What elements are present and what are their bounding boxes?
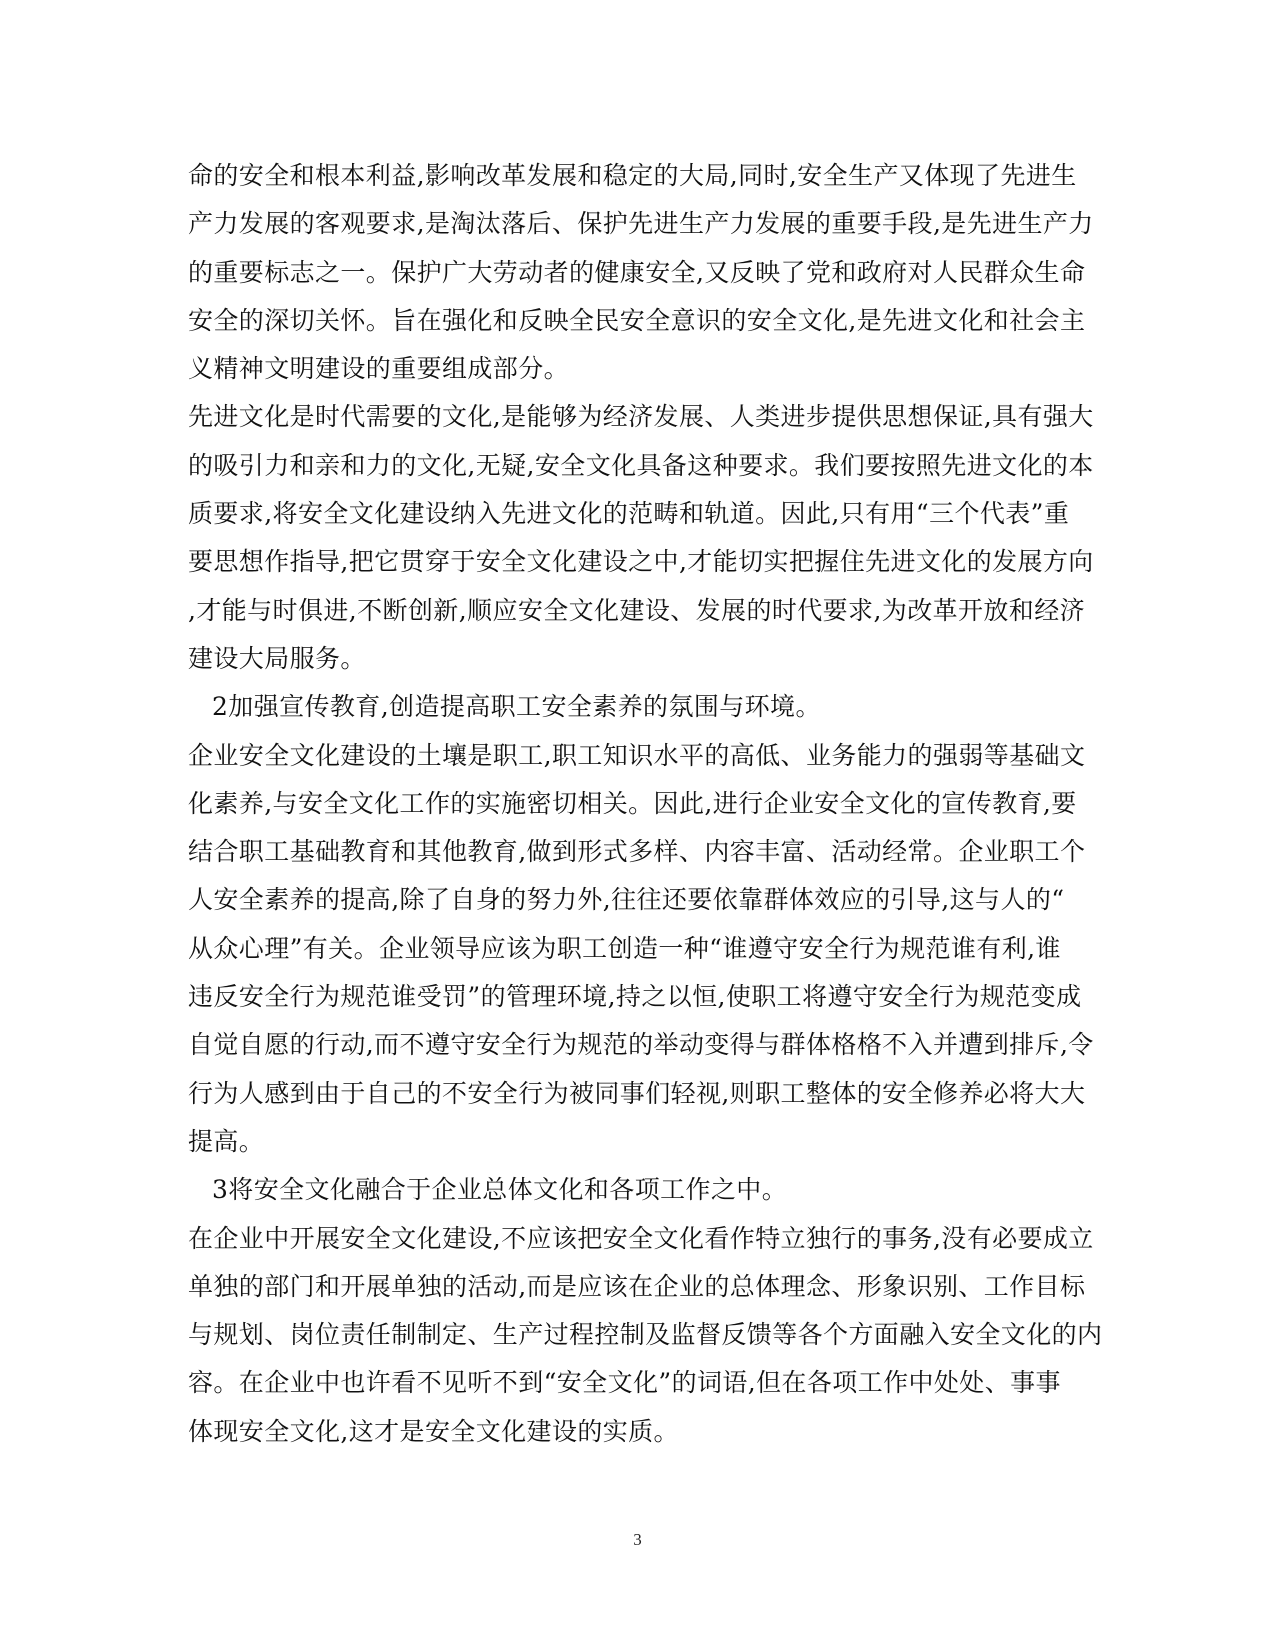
text-line: 在企业中开展安全文化建设,不应该把安全文化看作特立独行的事务,没有必要成立 <box>188 1223 1094 1253</box>
text-line: 人安全素养的提高,除了自身的努力外,往往还要依靠群体效应的引导,这与人的“ <box>188 885 1065 915</box>
text-line: 单独的部门和开展单独的活动,而是应该在企业的总体理念、形象识别、工作目标 <box>188 1271 1086 1301</box>
section-heading-3: 3将安全文化融合于企业总体文化和各项工作之中。 <box>212 1175 788 1205</box>
paragraph-2 <box>188 393 1094 683</box>
text-line: ,才能与时俱进,不断创新,顺应安全文化建设、发展的时代要求,为改革开放和经济 <box>188 595 1085 625</box>
text-line: 与规划、岗位责任制制定、生产过程控制及监督反馈等各个方面融入安全文化的内 <box>188 1320 1103 1350</box>
text-line: 的重要标志之一。保护广大劳动者的健康安全,又反映了党和政府对人民群众生命 <box>188 257 1086 287</box>
text-line: 提高。 <box>188 1126 265 1156</box>
text-line: 命的安全和根本利益,影响改革发展和稳定的大局,同时,安全生产又体现了先进生 <box>188 161 1077 190</box>
paragraph-4 <box>188 1215 1103 1456</box>
text-line: 质要求,将安全文化建设纳入先进文化的范畴和轨道。因此,只有用“三个代表”重 <box>188 499 1070 529</box>
text-line: 企业安全文化建设的土壤是职工,职工知识水平的高低、业务能力的强弱等基础文 <box>188 740 1086 770</box>
paragraph-1 <box>188 152 1094 393</box>
text-line: 义精神文明建设的重要组成部分。 <box>188 354 570 384</box>
text-line: 结合职工基础教育和其他教育,做到形式多样、内容丰富、活动经常。企业职工个 <box>188 837 1086 867</box>
text-line: 安全的深切关怀。旨在强化和反映全民安全意识的安全文化,是先进文化和社会主 <box>188 305 1086 335</box>
text-line: 化素养,与安全文化工作的实施密切相关。因此,进行企业安全文化的宣传教育,要 <box>188 788 1077 818</box>
text-line: 先进文化是时代需要的文化,是能够为经济发展、人类进步提供思想保证,具有强大 <box>188 402 1094 432</box>
text-line: 产力发展的客观要求,是淘汰落后、保护先进生产力发展的重要手段,是先进生产力 <box>188 209 1094 239</box>
text-line: 容。在企业中也许看不见听不到“安全文化”的词语,但在各项工作中处处、事事 <box>188 1368 1061 1398</box>
text-line: 从众心理”有关。企业领导应该为职工创造一种“谁遵守安全行为规范谁有利,谁 <box>188 933 1061 963</box>
text-line: 违反安全行为规范谁受罚”的管理环境,持之以恒,使职工将遵守安全行为规范变成 <box>188 982 1082 1012</box>
text-line: 体现安全文化,这才是安全文化建设的实质。 <box>188 1416 679 1446</box>
text-line: 自觉自愿的行动,而不遵守安全行为规范的举动变得与群体格格不入并遭到排斥,令 <box>188 1030 1094 1060</box>
text-line: 要思想作指导,把它贯穿于安全文化建设之中,才能切实把握住先进文化的发展方向 <box>188 547 1094 577</box>
section-heading-2: 2加强宣传教育,创造提高职工安全素养的氛围与环境。 <box>212 692 821 722</box>
text-line: 的吸引力和亲和力的文化,无疑,安全文化具备这种要求。我们要按照先进文化的本 <box>188 450 1094 480</box>
page-number: 3 <box>633 1530 642 1549</box>
text-line: 行为人感到由于自己的不安全行为被同事们轻视,则职工整体的安全修养必将大大 <box>188 1078 1086 1108</box>
document-body <box>188 152 1103 1456</box>
text-line: 建设大局服务。 <box>188 643 366 673</box>
paragraph-3 <box>188 732 1094 1167</box>
